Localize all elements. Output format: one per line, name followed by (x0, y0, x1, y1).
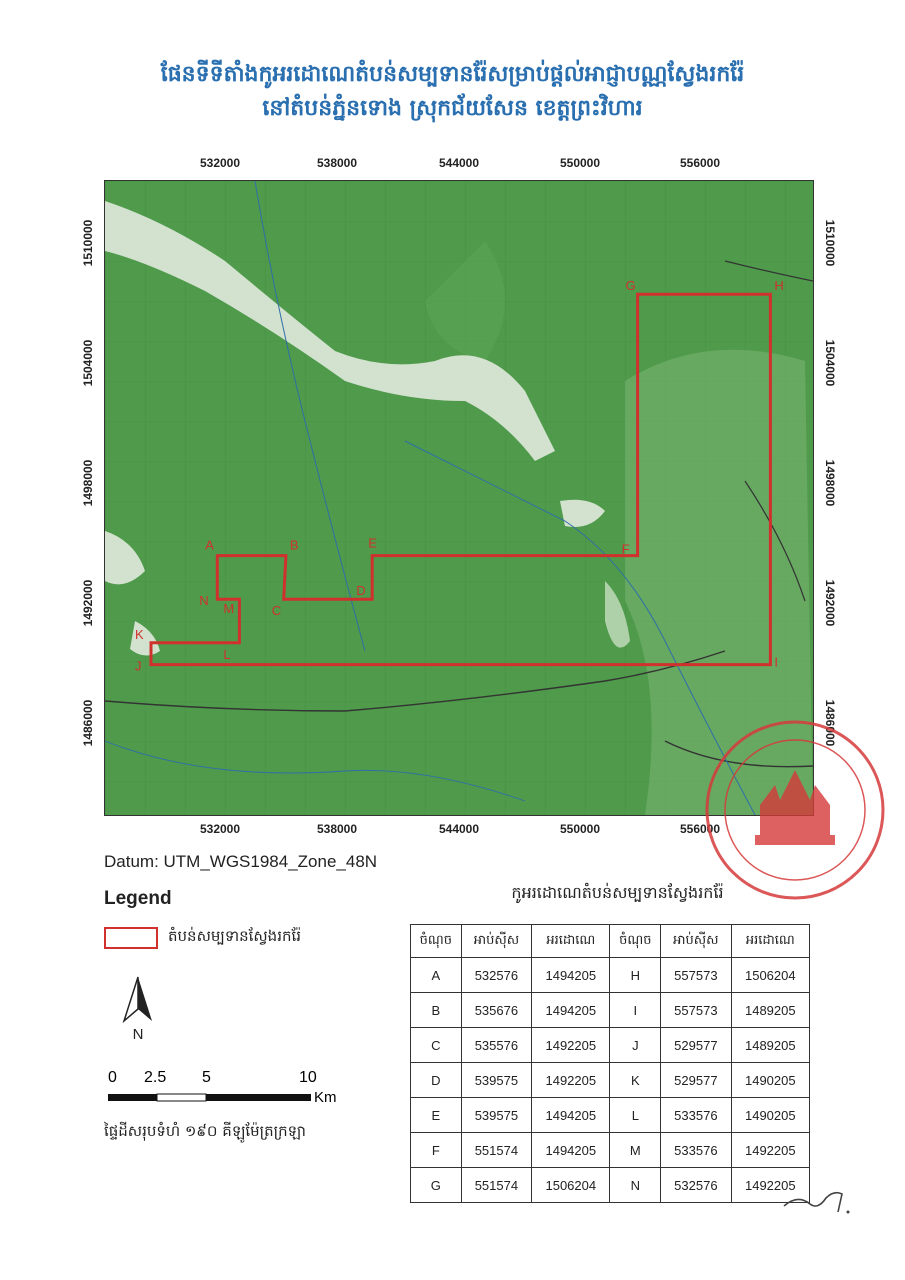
easting-tick-bottom: 550000 (559, 822, 601, 836)
scale-label: 2.5 (144, 1069, 167, 1086)
table-row (411, 1168, 810, 1203)
table-cell: 1490205 (731, 1063, 809, 1098)
northing-tick-right: 1486000 (823, 699, 837, 747)
table-cell: 1494205 (532, 1133, 610, 1168)
legend-boundary-label: តំបន់សម្បទានស្វែងរករ៉ែ (168, 927, 302, 945)
legend-title: Legend (104, 888, 172, 909)
table-cell: 529577 (661, 1063, 731, 1098)
table-header: អរដោណេ (532, 925, 610, 958)
table-header: អាប់ស៊ីស (661, 925, 731, 958)
table-cell: 1492205 (532, 1063, 610, 1098)
table-row (411, 1028, 810, 1063)
table-cell: A (411, 958, 462, 993)
coordinate-table-title: កូអរដោណេតំបន់សម្បទានស្វែងរករ៉ែ (511, 883, 724, 902)
northing-tick-right: 1492000 (823, 579, 837, 627)
table-cell: 1494205 (532, 993, 610, 1028)
legend-boundary-swatch (104, 927, 158, 949)
table-cell: 532576 (461, 958, 531, 993)
easting-tick-top: 550000 (559, 156, 601, 170)
north-label: N (132, 1026, 144, 1043)
boundary-point-label: E (368, 535, 377, 551)
map-title-line-2: នៅតំបន់ភ្នំនទោង ស្រុកជ័យសែន ខេត្តព្រះវិហារ (262, 96, 643, 121)
table-row (411, 1063, 810, 1098)
table-cell: 535676 (461, 993, 531, 1028)
table-header: អរដោណេ (731, 925, 809, 958)
table-cell: E (411, 1098, 462, 1133)
table-cell: 557573 (661, 993, 731, 1028)
table-cell: B (411, 993, 462, 1028)
table-cell: 1492205 (532, 1028, 610, 1063)
table-cell: N (610, 1168, 661, 1203)
boundary-point-label: K (135, 626, 144, 642)
table-cell: J (610, 1028, 661, 1063)
table-cell: K (610, 1063, 661, 1098)
scale-label: 5 (202, 1069, 211, 1086)
northing-tick-left: 1486000 (81, 699, 95, 747)
scale-label: 0 (108, 1069, 117, 1086)
table-row (411, 993, 810, 1028)
boundary-point-label: N (199, 593, 209, 609)
table-header: អាប់ស៊ីស (461, 925, 531, 958)
scale-unit: Km (314, 1089, 337, 1106)
boundary-point-label: L (223, 646, 231, 662)
scale-bar (104, 1068, 354, 1118)
northing-tick-right: 1504000 (823, 339, 837, 387)
table-cell: C (411, 1028, 462, 1063)
easting-tick-bottom: 532000 (199, 822, 241, 836)
table-cell: 1489205 (731, 1028, 809, 1063)
northing-tick-left: 1510000 (81, 219, 95, 267)
boundary-point-label: A (205, 537, 214, 553)
table-cell: 533576 (661, 1133, 731, 1168)
table-cell: 551574 (461, 1133, 531, 1168)
boundary-point-label: H (774, 278, 784, 294)
boundary-point-label: B (289, 537, 299, 553)
table-cell: 1492205 (731, 1168, 809, 1203)
table-cell: D (411, 1063, 462, 1098)
boundary-point-label: F (621, 541, 630, 557)
coordinate-table-body (411, 958, 810, 1203)
table-cell: 535576 (461, 1028, 531, 1063)
table-cell: 1489205 (731, 993, 809, 1028)
table-cell: H (610, 958, 661, 993)
boundary-point-label: J (135, 658, 142, 674)
map-title-line-1: ផែនទីទីតាំងកូអរដោណេតំបន់សម្បទានរ៉ែសម្រាប់ផ្តល់អាជ្ញាបណ្ណស្វែងរករ៉ែ (160, 62, 745, 87)
table-cell: 529577 (661, 1028, 731, 1063)
table-cell: L (610, 1098, 661, 1133)
total-area-text: ផ្ទៃដីសរុបទំហំ ១៩០ គីឡូម៉ែត្រក្រឡា (104, 1122, 306, 1140)
easting-tick-bottom: 538000 (316, 822, 358, 836)
easting-tick-bottom: 544000 (438, 822, 480, 836)
easting-tick-top: 532000 (199, 156, 241, 170)
official-seal-stamp (700, 715, 890, 905)
boundary-point-label: G (625, 278, 636, 294)
table-cell: 532576 (661, 1168, 731, 1203)
table-cell: I (610, 993, 661, 1028)
table-cell: 1490205 (731, 1098, 809, 1133)
table-cell: 1506204 (532, 1168, 610, 1203)
table-row (411, 1098, 810, 1133)
table-row (411, 1133, 810, 1168)
northing-tick-right: 1498000 (823, 459, 837, 507)
table-cell: 557573 (661, 958, 731, 993)
easting-tick-top: 556000 (679, 156, 721, 170)
northing-tick-left: 1492000 (81, 579, 95, 627)
northing-tick-left: 1504000 (81, 339, 95, 387)
table-cell: 1494205 (532, 958, 610, 993)
table-cell: 539575 (461, 1063, 531, 1098)
northing-tick-right: 1510000 (823, 219, 837, 267)
table-header: ចំណុច (610, 925, 661, 958)
boundary-point-label: M (223, 601, 235, 617)
northing-tick-left: 1498000 (81, 459, 95, 507)
easting-tick-top: 544000 (438, 156, 480, 170)
north-arrow-icon (118, 975, 158, 1045)
table-cell: 539575 (461, 1098, 531, 1133)
table-cell: F (411, 1133, 462, 1168)
table-cell: 551574 (461, 1168, 531, 1203)
coordinate-table (410, 924, 810, 1203)
boundary-point-label: I (774, 654, 779, 670)
boundary-point-label: C (271, 603, 282, 619)
table-cell: 1494205 (532, 1098, 610, 1133)
datum-label: Datum: UTM_WGS1984_Zone_48N (104, 852, 378, 871)
scale-label: 10 (299, 1069, 317, 1086)
table-header: ចំណុច (411, 925, 462, 958)
easting-tick-bottom: 556000 (679, 822, 721, 836)
table-cell: G (411, 1168, 462, 1203)
table-cell: 1506204 (731, 958, 809, 993)
table-cell: 1492205 (731, 1133, 809, 1168)
signature-mark (780, 1180, 860, 1220)
table-row (411, 958, 810, 993)
table-cell: 533576 (661, 1098, 731, 1133)
table-cell: M (610, 1133, 661, 1168)
boundary-point-label: D (356, 583, 366, 599)
easting-tick-top: 538000 (316, 156, 358, 170)
